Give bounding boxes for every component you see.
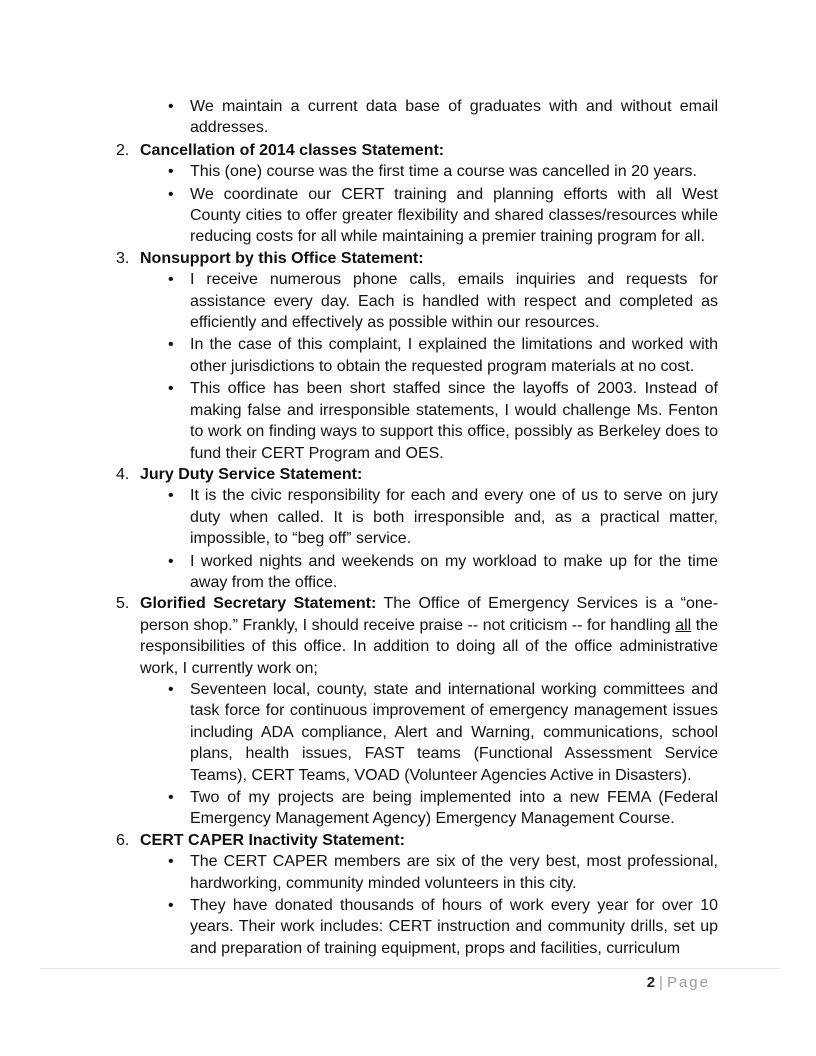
section-3-bullets (116, 269, 718, 464)
section-3-heading (116, 248, 718, 269)
top-bullet-list (116, 96, 718, 139)
list-item: • Seventeen local, county, state and international working committees and task force for continuous improvement of emergency management issues including ADA compliance, Alert and Warning, communications, school plans, health issues, FAST teams (Functional Assessment Service Teams), CERT Teams, VOAD (Volunteer Agencies Active in Disasters). (116, 679, 718, 786)
section-2-heading (116, 140, 718, 161)
footer-divider (40, 968, 780, 969)
section-heading: Glorified Secretary Statement: (140, 595, 377, 613)
list-item: • It is the civic responsibility for each and every one of us to serve on jury duty when called. It is both irresponsible and, as a practical matter, impossible, to “beg off” service. (116, 485, 718, 549)
document-body (116, 96, 718, 959)
section-heading: Cancellation of 2014 classes Statement: (140, 141, 445, 159)
section-number: 2. (116, 141, 130, 159)
list-item: • Two of my projects are being implemented into a new FEMA (Federal Emergency Management Agency) Emergency Management Course. (116, 787, 718, 830)
list-item: • We maintain a current data base of graduates with and without email addresses. (116, 96, 718, 139)
section-4-heading (116, 464, 718, 485)
page-label: Page (666, 974, 710, 991)
section-4-bullets (116, 485, 718, 593)
underlined-word: all (675, 616, 692, 634)
section-number: 3. (116, 249, 130, 267)
list-item: • I worked nights and weekends on my workload to make up for the time away from the office. (116, 551, 718, 594)
section-6-bullets (116, 851, 718, 959)
section-text-end: the responsibilities of this office. In addition to doing all of the office administrative work, I currently work on; (140, 616, 719, 677)
section-5-paragraph (116, 593, 718, 679)
section-heading: Jury Duty Service Statement: (140, 465, 363, 483)
section-heading: Nonsupport by this Office Statement: (140, 249, 424, 267)
section-number: 4. (116, 465, 130, 483)
list-item: • We coordinate our CERT training and planning efforts with all West County cities to offer greater flexibility and shared classes/resources while reducing costs for all while maintaining a premier training program for all. (116, 184, 718, 248)
section-5-bullets (116, 679, 718, 830)
page-footer (647, 974, 710, 991)
list-item: • This (one) course was the first time a course was cancelled in 20 years. (116, 161, 718, 182)
list-item: • I receive numerous phone calls, emails inquiries and requests for assistance every day. Each is handled with respect and completed as efficiently and effectively as possible within our resources. (116, 269, 718, 333)
page-number: 2 (646, 974, 656, 991)
section-text-start: The Office of Emergency Services is a “one-person shop.” Frankly, I should receive praise -- not criticism -- for handling (140, 595, 719, 634)
list-item: • The CERT CAPER members are six of the very best, most professional, hardworking, community minded volunteers in this city. (116, 851, 718, 894)
section-number: 5. (116, 595, 130, 613)
section-number: 6. (116, 831, 130, 849)
section-6-heading (116, 830, 718, 851)
section-heading: CERT CAPER Inactivity Statement: (140, 831, 405, 849)
list-item: • In the case of this complaint, I explained the limitations and worked with other jurisdictions to obtain the requested program materials at no cost. (116, 334, 718, 377)
list-item: • This office has been short staffed since the layoffs of 2003. Instead of making false and irresponsible statements, I would challenge Ms. Fenton to work on finding ways to support this office, possibly as Berkeley does to fund their CERT Program and OES. (116, 378, 718, 464)
list-item: • They have donated thousands of hours of work every year for over 10 years. Their work includes: CERT instruction and community drills, set up and preparation of training equipment, props and facilities, curriculum (116, 895, 718, 959)
footer-separator: | (659, 974, 663, 991)
section-2-bullets (116, 161, 718, 248)
